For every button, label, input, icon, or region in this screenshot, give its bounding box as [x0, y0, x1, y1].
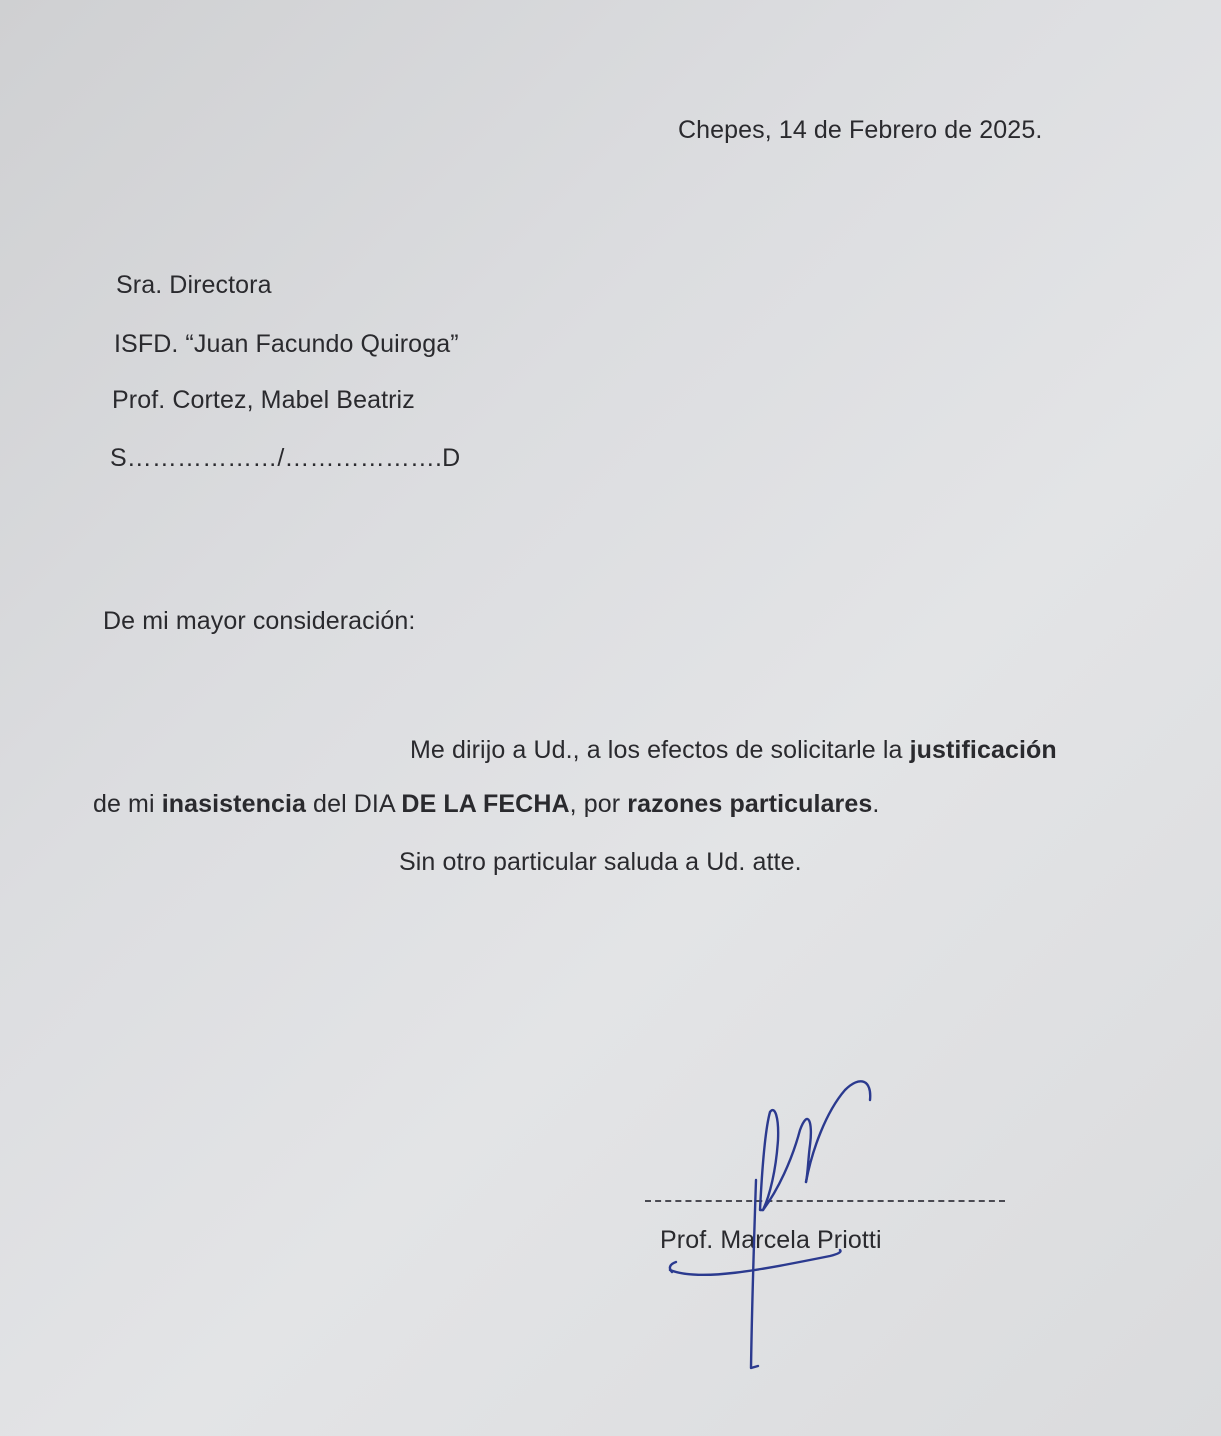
body-text: Me dirijo a Ud., a los efectos de solicitarle la — [410, 736, 910, 764]
date-line: Chepes, 14 de Febrero de 2025. — [678, 116, 1043, 144]
body-text: , por — [569, 790, 628, 818]
signature-dashed-line — [645, 1200, 1005, 1202]
body-text: . — [872, 790, 880, 818]
body-bold-text: DE LA FECHA — [401, 790, 570, 818]
recipient-name: Prof. Cortez, Mabel Beatriz — [112, 386, 415, 414]
closing-line: Sin otro particular saluda a Ud. atte. — [399, 848, 802, 876]
body-text: de mi — [93, 790, 162, 818]
signatory-name: Prof. Marcela Priotti — [660, 1226, 882, 1254]
recipient-sd-line: S………………/……………….D — [110, 444, 461, 472]
body-bold-text: justificación — [909, 736, 1057, 764]
body-text: del DIA — [306, 790, 402, 818]
signature-strokes — [670, 1081, 870, 1368]
body-paragraph-line-2 — [93, 790, 879, 819]
body-bold-text: inasistencia — [161, 790, 307, 818]
recipient-institution: ISFD. “Juan Facundo Quiroga” — [114, 330, 459, 358]
recipient-title: Sra. Directora — [116, 271, 272, 299]
body-paragraph-line-1 — [410, 736, 1057, 765]
body-bold-text: razones particulares — [627, 790, 873, 818]
greeting: De mi mayor consideración: — [103, 607, 416, 635]
